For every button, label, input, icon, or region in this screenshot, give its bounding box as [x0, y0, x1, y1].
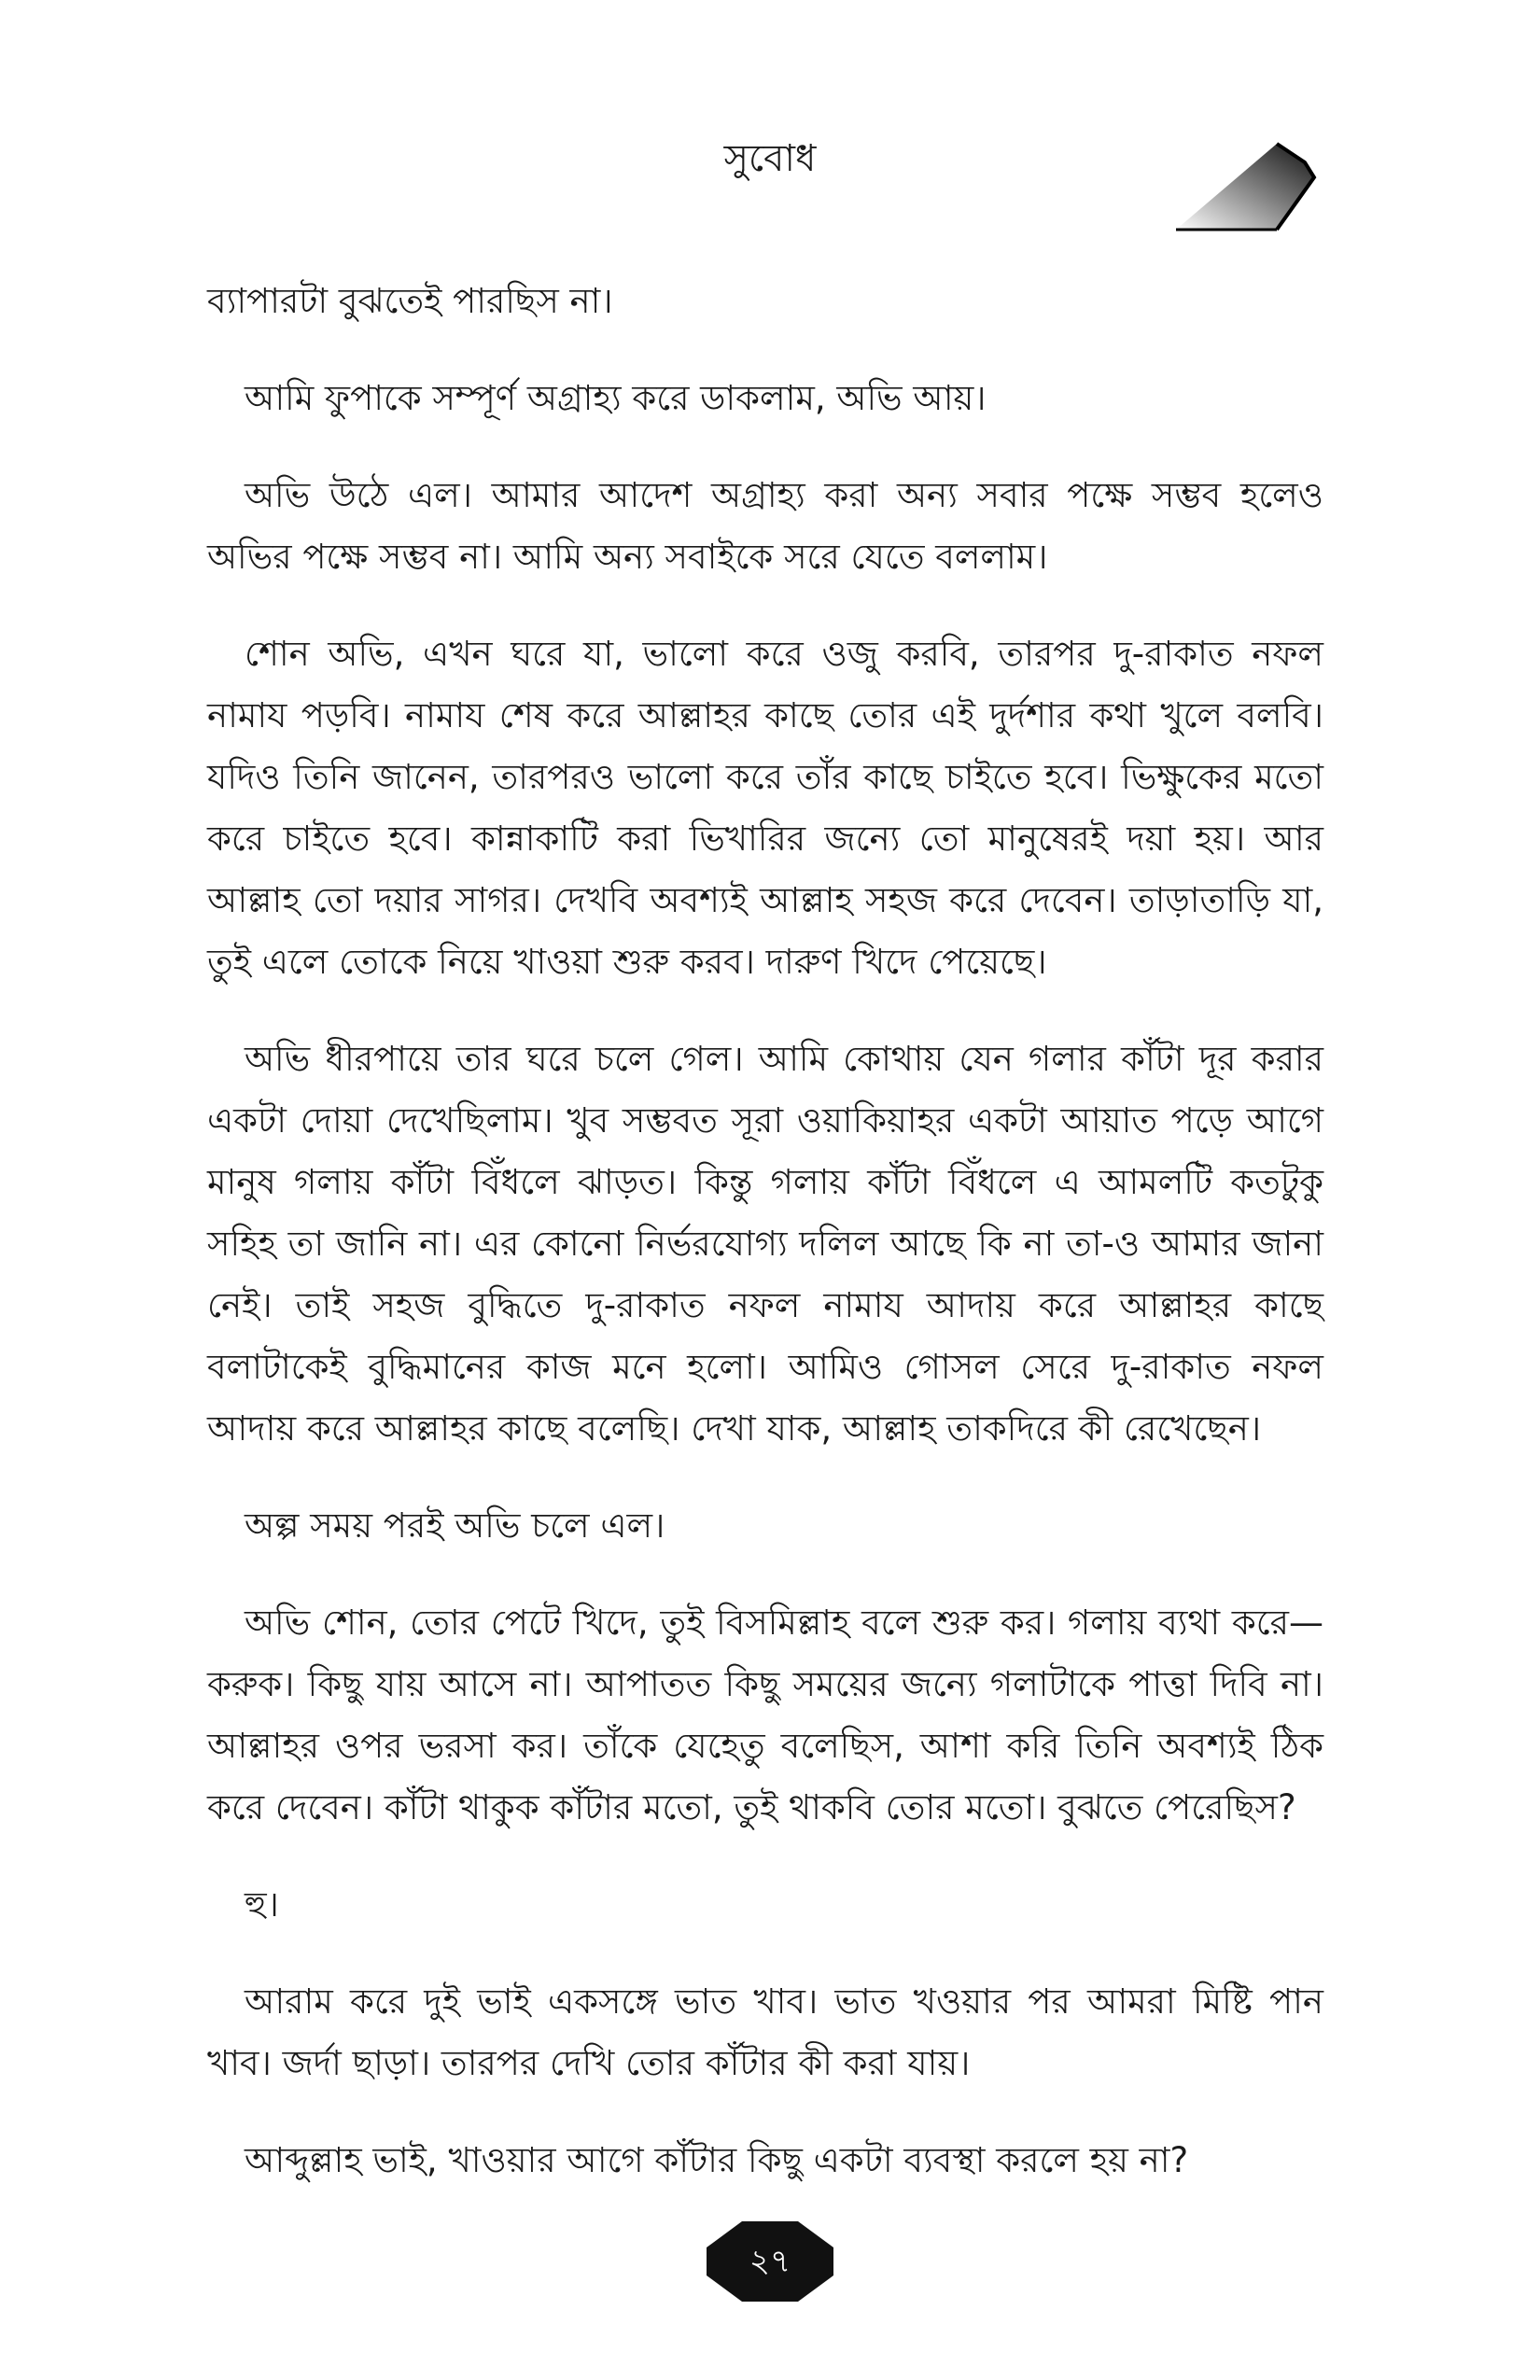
paragraph: অভি উঠে এল। আমার আদেশ অগ্রাহ্য করা অন্য সবার পক্ষে সম্ভব হলেও অভির পক্ষে সম্ভব না। আমি অন্য সবাইকে সরে যেতে বললাম। [207, 475, 1323, 577]
paragraph: আরাম করে দুই ভাই একসঙ্গে ভাত খাব। ভাত খওয়ার পর আমরা মিষ্টি পান খাব। জর্দা ছাড়া। তারপর দেখি তোর কাঁটার কী করা যায়। [207, 1981, 1323, 2083]
paragraph: অভি ধীরপায়ে তার ঘরে চলে গেল। আমি কোথায় যেন গলার কাঁটা দূর করার একটা দোয়া দেখেছিলাম। খুব সম্ভবত সূরা ওয়াকিয়াহর একটা আয়াত পড়ে আগে মানুষ গলায় কাঁটা বিঁধলে ঝাড়ত। কিন্তু গলায় কাঁটা বিঁধলে এ আমলটি কতটুকু সহিহ তা জানি না। এর কোনো নির্ভরযোগ্য দলিল আছে কি না তা-ও আমার জানা নেই। তাই সহজ বুদ্ধিতে দু-রাকাত নফল নামায আদায় করে আল্লাহর কাছে বলাটাকেই বুদ্ধিমানের কাজ মনে হলো। আমিও গোসল সেরে দু-রাকাত নফল আদায় করে আল্লাহর কাছে বলেছি। দেখা যাক, আল্লাহ তাকদিরে কী রেখেছেন। [207, 1039, 1323, 1449]
page-number: ২৭ [749, 2243, 791, 2280]
paragraph: অভি শোন, তোর পেটে খিদে, তুই বিসমিল্লাহ বলে শুরু কর। গলায় ব্যথা করে—করুক। কিছু যায় আসে না। আপাতত কিছু সময়ের জন্যে গলাটাকে পাত্তা দিবি না। আল্লাহর ওপর ভরসা কর। তাঁকে যেহেতু বলেছিস, আশা করি তিনি অবশ্যই ঠিক করে দেবেন। কাঁটা থাকুক কাঁটার মতো, তুই থাকবি তোর মতো। বুঝতে পেরেছিস? [207, 1603, 1323, 1827]
paragraph: ব্যাপারটা বুঝতেই পারছিস না। [207, 281, 613, 321]
running-header: সুবোধ [723, 137, 817, 180]
paragraph: আমি ফুপাকে সম্পূর্ণ অগ্রাহ্য করে ডাকলাম, অভি আয়। [245, 378, 987, 418]
paragraph: অল্প সময় পরই অভি চলে এল। [245, 1505, 665, 1546]
page-number-badge [705, 2219, 835, 2303]
paragraph: শোন অভি, এখন ঘরে যা, ভালো করে ওজু করবি, তারপর দু-রাকাত নফল নামায পড়বি। নামায শেষ করে আল্লাহর কাছে তোর এই দুর্দশার কথা খুলে বলবি। যদিও তিনি জানেন, তারপরও ভালো করে তাঁর কাছে চাইতে হবে। ভিক্ষুকের মতো করে চাইতে হবে। কান্নাকাটি করা ভিখারির জন্যে তো মানুষেরই দয়া হয়। আর আল্লাহ তো দয়ার সাগর। দেখবি অবশ্যই আল্লাহ সহজ করে দেবেন। তাড়াতাড়ি যা, তুই এলে তোকে নিয়ে খাওয়া শুরু করব। দারুণ খিদে পেয়েছে। [207, 634, 1323, 982]
paragraph: আব্দুল্লাহ ভাই, খাওয়ার আগে কাঁটার কিছু একটা ব্যবস্থা করলে হয় না? [245, 2140, 1189, 2180]
paragraph: হু। [245, 1884, 279, 1925]
body-text [207, 271, 1323, 2227]
header-ornament-icon [1157, 134, 1325, 237]
